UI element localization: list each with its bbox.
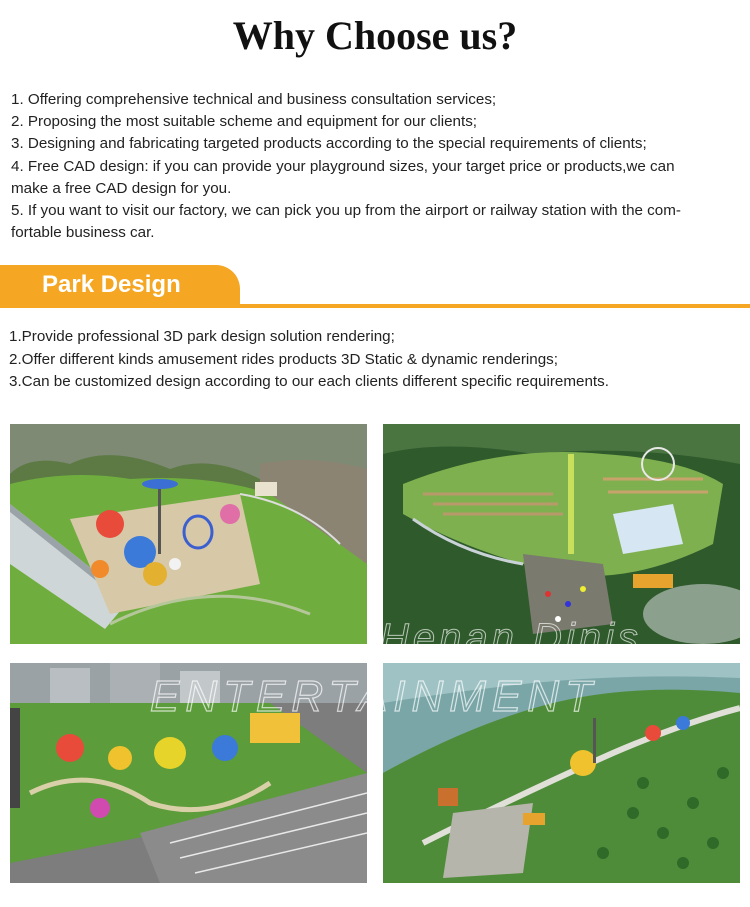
reason-line: 3. Designing and fabricating targeted products according to the special requirements of clients;: [11, 135, 647, 153]
reason-line: make a free CAD design for you.: [11, 179, 232, 197]
design-point: 1.Provide professional 3D park design solution rendering;: [9, 328, 395, 345]
design-points-list: [9, 326, 744, 394]
section-banner: [0, 265, 750, 309]
park-rendering-image-3: [10, 663, 367, 883]
reason-line: fortable business car.: [11, 224, 155, 242]
design-point: 3.Can be customized design according to our each clients different specific requirements.: [9, 373, 609, 390]
design-point: 2.Offer different kinds amusement rides products 3D Static & dynamic renderings;: [9, 350, 558, 368]
watermark-line-2: ENTERTAINMENT: [150, 672, 598, 721]
reason-line: 5. If you want to visit our factory, we can pick you up from the airport or railway station with the com-: [11, 202, 681, 220]
section-divider: [0, 304, 750, 308]
reason-line: 2. Proposing the most suitable scheme and equipment for our clients;: [11, 113, 478, 131]
park-rendering-image-4: [383, 663, 740, 883]
park-rendering-image-2: [383, 424, 740, 644]
page-title: Why Choose us?: [232, 13, 518, 58]
reasons-list: [11, 89, 741, 244]
reason-line: 4. Free CAD design: if you can provide your playground sizes, your target price or products,we can: [11, 157, 675, 175]
park-rendering-image-1: [10, 424, 367, 644]
reason-line: 1. Offering comprehensive technical and business consultation services;: [11, 91, 497, 108]
section-title: Park Design: [42, 271, 181, 298]
